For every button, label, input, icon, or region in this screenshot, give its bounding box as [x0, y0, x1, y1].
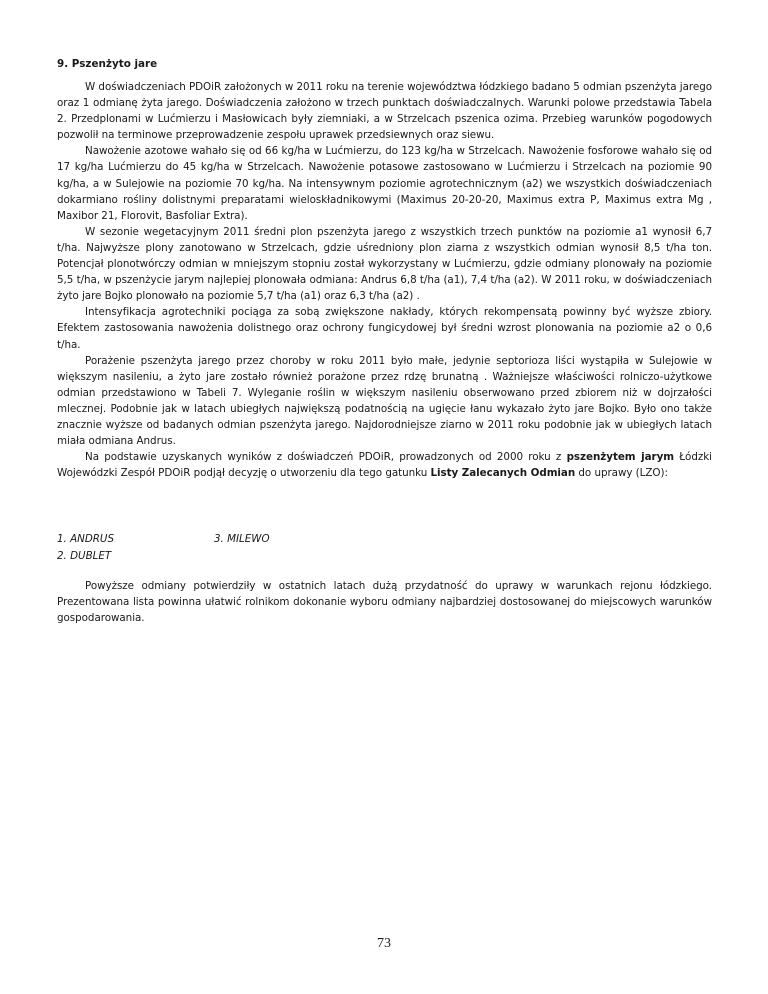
list-item: 1. ANDRUS [57, 533, 114, 545]
lzo-text-start: Na podstawie uzyskanych wyników z doświadczeń PDOiR, prowadzonych od 2000 roku z [85, 451, 567, 464]
closing-section [57, 578, 712, 626]
list-item: 3. MILEWO [214, 533, 270, 545]
list-item: 2. DUBLET [57, 549, 112, 562]
lzo-text-middle: Łódzki Wojewódzki Zespół PDOiR podjął decyzję o utworzeniu dla tego gatunku [57, 451, 712, 480]
section-title: 9. Pszenżyto jare [57, 58, 158, 70]
lzo-list-name-bold: Listy Zalecanych Odmian [430, 467, 576, 480]
paragraph-trials: W doświadczeniach PDOiR założonych w 2011 roku na terenie województwa łódzkiego badano 5 odmian pszenżyta jarego oraz 1 odmianę żyta jarego. Doświadczenia założono w trzech punktach doświadczalnych. Warunki polowe przedstawia Tabela 2. Przedplonami w Lućmierzu i Masłowicach były ziemniaki, a w Strzelcach pszenica ozima. Przebieg warunków pogodowych pozwolił na terminowe przeprowadzenie zespołu uprawek przedsiewnych oraz siewu. [57, 81, 712, 142]
section-body [57, 79, 712, 481]
paragraph-lzo-decision [57, 449, 712, 481]
lzo-species-bold: pszenżytem jarym [566, 451, 675, 464]
lzo-text-end: do uprawy (LZO): [575, 467, 668, 480]
paragraph-fertilization: Nawożenie azotowe wahało się od 66 kg/ha w Lućmierzu, do 123 kg/ha w Strzelcach. Nawożenie fosforowe wahało się od 17 kg/ha Lućmierzu do 45 kg/ha w Strzelcach. Nawożenie potasowe zastosowano w Lućmierzu i Strzelcach na poziomie 90 kg/ha, a w Sulejowie na poziomie 70 kg/ha. Na intensywnym poziomie agrotechnicznym (a2) we wszystkich doświadczeniach dokarmiano rośliny dolistnymi preparatami wieloskładnikowymi (Maximus 20-20-20, Maximus extra P, Maximus extra Mg , Maxibor 21, Florovit, Basfoliar Extra). [57, 145, 712, 222]
varieties-column-left [57, 531, 114, 564]
paragraph-yield: W sezonie wegetacyjnym 2011 średni plon pszenżyta jarego z wszystkich trzech punktów na poziomie a1 wynosił 6,7 t/ha. Najwyższe plony zanotowano w Strzelcach, gdzie uśredniony plon ziarna z wszystkich odmian wynosił 8,5 t/ha ton. Potencjał plonotwórczy odmian w mniejszym stopniu został wykorzystany w Lućmierzu, gdzie odmiany plonowały na poziomie 5,5 t/ha, w pszenżycie jarym najlepiej plonowała odmiana: Andrus 6,8 t/ha (a1), 7,4 t/ha (a2). W 2011 roku, w doświadczeniach żyto jare Bojko plonowało na poziomie 5,7 t/ha (a1) oraz 6,3 t/ha (a2) . [57, 225, 712, 303]
varieties-column-right [214, 531, 270, 548]
paragraph-diseases: Porażenie pszenżyta jarego przez choroby w roku 2011 było małe, jedynie septorioza liści wystąpiła w Sulejowie w większym nasileniu, a żyto jare zostało również porażone przez rdzę brunatną . Ważniejsze właściwości rolniczo-użytkowe odmian przedstawiono w Tabeli 7. Wyleganie roślin w większym nasileniu obserwowano przed zbiorem niż w dojrzałości mlecznej. Podobnie jak w latach ubiegłych największą podatnością na ugięcie łanu wykazało żyto jare Bojko. Było ono także znacznie wyższe od badanych odmian pszenżyta jarego. Najdorodniejsze ziarno w 2011 roku podobnie jak w ubiegłych latach miała odmiana Andrus. [57, 354, 712, 448]
paragraph-closing: Powyższe odmiany potwierdziły w ostatnich latach dużą przydatność do uprawy w warunkach rejonu łódzkiego. Prezentowana lista powinna ułatwić rolnikom dokonanie wyboru odmiany najbardziej dostosowanej do miejscowych warunków gospodarowania. [57, 580, 712, 625]
page-number: 73 [377, 936, 391, 951]
paragraph-intensification: Intensyfikacja agrotechniki pociąga za sobą zwiększone nakłady, których rekompensatą powinny być wyższe zbiory. Efektem zastosowania nawożenia dolistnego oraz ochrony fungicydowej był średni wzrost plonowania na poziomie a2 o 0,6 t/ha. [57, 306, 712, 351]
